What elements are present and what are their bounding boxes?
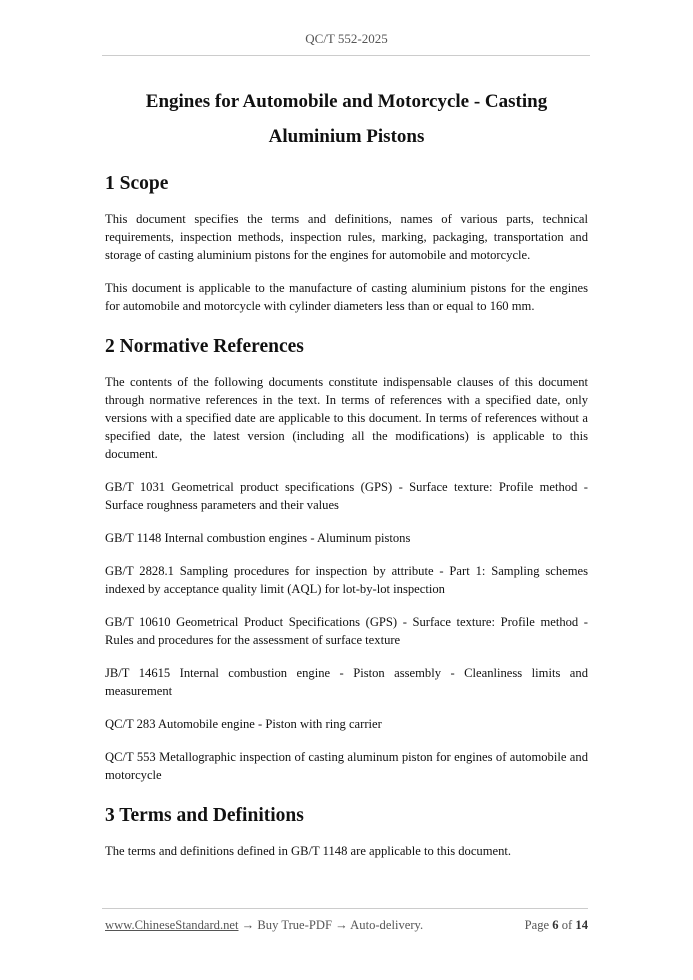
header-divider bbox=[102, 55, 590, 56]
document-title-line2: Aluminium Pistons bbox=[268, 126, 425, 147]
reference-item: GB/T 1031 Geometrical product specifications (GPS) - Surface texture: Profile method - Surface roughness parameters and their values bbox=[105, 480, 588, 512]
reference-item: GB/T 10610 Geometrical Product Specifications (GPS) - Surface texture: Profile method - Rules and procedures for the assessment of surface texture bbox=[105, 615, 588, 647]
paragraph: The contents of the following documents constitute indispensable clauses of this document through normative references in the text. In terms of references with a specified date, only versions with a specified date are applicable to this document. In terms of references without a specified date, the latest version (including all the modifications) is applicable to this document. bbox=[105, 375, 588, 461]
paragraph: This document is applicable to the manufacture of casting aluminium pistons for the engines for automobile and motorcycle with cylinder diameters less than or equal to 160 mm. bbox=[105, 281, 588, 313]
arrow-right-icon: → bbox=[335, 918, 348, 932]
reference-item: JB/T 14615 Internal combustion engine - Piston assembly - Cleanliness limits and measurement bbox=[105, 666, 588, 698]
page-number bbox=[525, 918, 588, 933]
paragraph: This document specifies the terms and definitions, names of various parts, technical requirements, inspection methods, inspection rules, marking, packaging, transportation and storage of casting aluminium pistons for the engines for automobile and motorcycle. bbox=[105, 212, 588, 262]
footer-divider bbox=[102, 908, 588, 909]
running-header: QC/T 552-2025 bbox=[305, 31, 388, 46]
section-heading-normative-references: 2 Normative References bbox=[105, 336, 304, 357]
section-heading-terms-and-definitions: 3 Terms and Definitions bbox=[105, 805, 304, 826]
section-heading-scope: 1 Scope bbox=[105, 173, 169, 194]
reference-item: QC/T 283 Automobile engine - Piston with ring carrier bbox=[105, 717, 382, 731]
delivery-text: Auto-delivery. bbox=[350, 918, 424, 932]
of-label: of bbox=[561, 918, 573, 932]
document-title-line1: Engines for Automobile and Motorcycle - Casting bbox=[145, 91, 548, 112]
footer-promo bbox=[105, 918, 423, 933]
total-pages: 14 bbox=[575, 918, 588, 932]
reference-item: GB/T 1148 Internal combustion engines - Aluminum pistons bbox=[105, 531, 411, 545]
paragraph: The terms and definitions defined in GB/T 1148 are applicable to this document. bbox=[105, 844, 512, 858]
website-link[interactable]: www.ChineseStandard.net bbox=[105, 918, 239, 932]
buy-text: Buy True-PDF bbox=[257, 918, 332, 932]
page-content bbox=[105, 84, 588, 860]
current-page: 6 bbox=[552, 918, 559, 932]
arrow-right-icon: → bbox=[241, 918, 255, 932]
page-footer bbox=[105, 918, 588, 933]
reference-item: QC/T 553 Metallographic inspection of casting aluminum piston for engines of automobile and motorcycle bbox=[105, 750, 588, 782]
reference-item: GB/T 2828.1 Sampling procedures for inspection by attribute - Part 1: Sampling schemes indexed by acceptance quality limit (AQL) for lot-by-lot inspection bbox=[105, 564, 588, 596]
page-label: Page bbox=[524, 918, 550, 932]
